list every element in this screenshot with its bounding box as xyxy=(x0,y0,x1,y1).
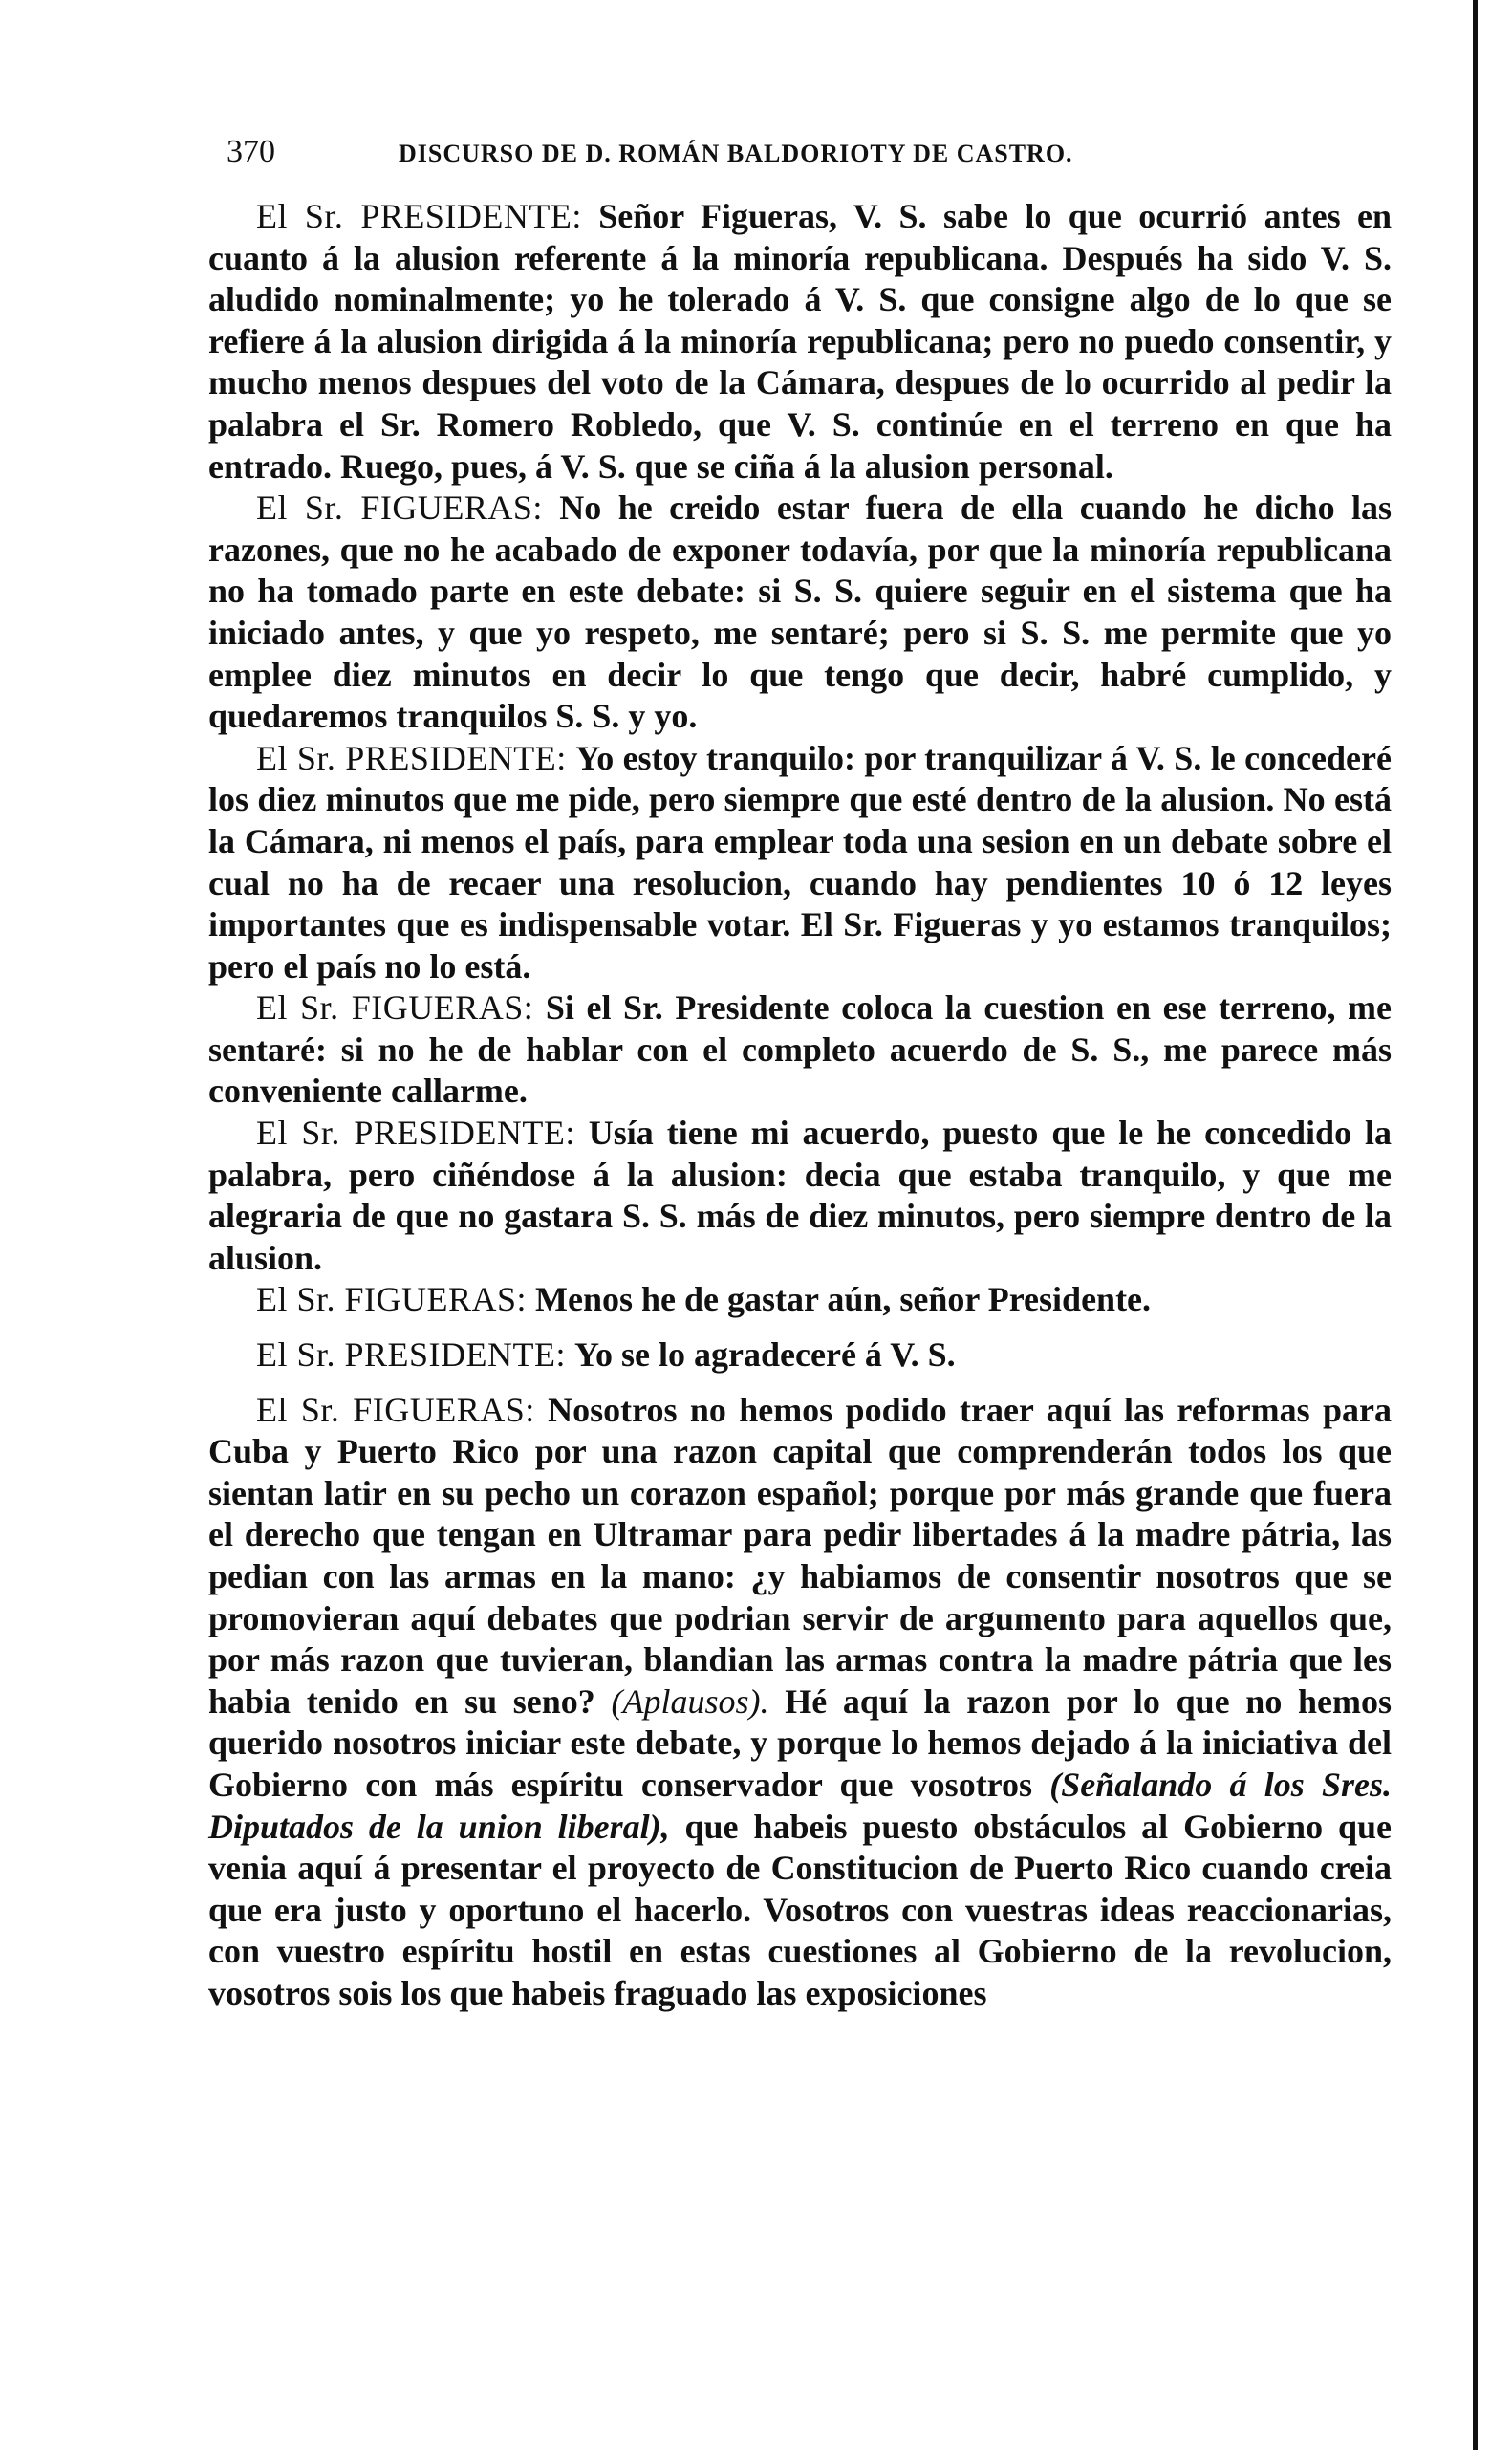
paragraph-text: Yo estoy tranquilo: por tranquilizar á V. S. le concederé los diez minutos que me pide, pero siempre que esté dentro de la alusion. No está la Cámara, ni menos el país, para emplear toda una sesion en un debate sobre el cual no ha de recaer una resolucion, cuando hay pendientes 10 ó 12 leyes importantes que es indispensable votar. El Sr. Figueras y yo estamos tranquilos; pero el país no lo está. xyxy=(208,738,1392,986)
paragraph-text: Usía tiene mi acuerdo, puesto que le he concedido la palabra, pero ciñéndose á la alusion: decia que estaba tranquilo, y que me alegraria de que no gastara S. S. más de diez minutos, pero siempre dentro de la alusion. xyxy=(208,1114,1392,1277)
running-title: DISCURSO DE D. ROMÁN BALDORIOTY DE CASTRO. xyxy=(399,140,1073,167)
speaker-label: El Sr. PRESIDENTE: xyxy=(256,197,582,235)
paragraph-text: Señor Figueras, V. S. sabe lo que ocurrió antes en cuanto á la alusion referente á la minoría republicana. Después ha sido V. S. aludido nominalmente; yo he tolerado á V. S. que consigne algo de lo que se refiere á la alusion dirigida á la minoría republicana; pero no puedo consentir, y mucho menos despues del voto de la Cámara, despues de lo ocurrido al pedir la palabra el Sr. Romero Robledo, que V. S. continúe en el terreno en que ha entrado. Ruego, pues, á V. S. que se ciña á la alusion personal. xyxy=(208,197,1392,486)
paragraph xyxy=(208,1334,1392,1377)
paragraph-text: Si el Sr. Presidente coloca la cuestion en ese terreno, me sentaré: si no he de hablar con el completo acuerdo de S. S., me parece más conveniente callarme. xyxy=(208,988,1393,1111)
paragraph-text: que habeis puesto obstáculos al Gobierno que venia aquí á presentar el proyecto de Constitucion de Puerto Rico cuando creia que era justo y oportuno el hacerlo. Vosotros con vuestras ideas reaccionarias, con vuestro espíritu hostil en estas cuestiones al Gobierno de la revolucion, vosotros sois los que habeis fraguado las exposiciones xyxy=(208,1807,1392,2012)
paragraph-text: No he creido estar fuera de ella cuando he dicho las razones, que no he acabado de exponer todavía, por que la minoría republicana no ha tomado parte en este debate: si S. S. quiere seguir en el sistema que ha iniciado antes, y que yo respeto, me sentaré; pero si S. S. me permite que yo emplee diez minutos en decir lo que tengo que decir, habré cumplido, y quedaremos tranquilos S. S. y yo. xyxy=(208,488,1393,736)
page-edge-rule xyxy=(1473,0,1478,2450)
speaker-label: El Sr. PRESIDENTE: xyxy=(256,1335,567,1375)
speaker-label: El Sr. FIGUERAS: xyxy=(256,488,543,528)
speaker-label: El Sr. FIGUERAS: xyxy=(256,1390,535,1429)
speaker-label: El Sr. PRESIDENTE: xyxy=(256,1114,575,1153)
speaker-label: El Sr. PRESIDENTE: xyxy=(256,738,567,777)
paragraph xyxy=(208,1390,1392,2015)
paragraph xyxy=(208,196,1392,488)
paragraph xyxy=(208,488,1392,738)
paragraph-text: Hé aquí la razon por lo que no hemos querido nosotros iniciar este debate, y porque lo hemos dejado á la iniciativa del Gobierno con más espíritu conservador que vosotros xyxy=(208,1681,1393,1804)
page-number: 370 xyxy=(227,134,275,169)
stage-direction: (Señalando á los Sres. Diputados de la union liberal), xyxy=(208,1765,1393,1846)
paragraph xyxy=(208,738,1392,988)
speaker-label: El Sr. FIGUERAS: xyxy=(256,1280,528,1319)
stage-direction: (Aplausos). xyxy=(611,1681,769,1721)
body-text xyxy=(208,196,1392,2015)
paragraph-text: Nosotros no hemos podido traer aquí las reformas para Cuba y Puerto Rico por una razon capital que comprenderán todos los que sientan latir en su pecho un corazon español; porque por más grande que fuera el derecho que tengan en Ultramar para pedir libertades á la madre pátria, las pedian con las armas en la mano: ¿y habiamos de consentir nosotros que se promovieran aquí debates que podrian servir de argumento para aquellos que, por más razon que tuvieran, blandian las armas contra la madre pátria que les habia tenido en su seno? xyxy=(208,1390,1392,1721)
paragraph-text: Yo se lo agradeceré á V. S. xyxy=(574,1335,956,1375)
paragraph-text: Menos he de gastar aún, señor Presidente. xyxy=(535,1280,1152,1319)
paragraph xyxy=(208,1113,1392,1279)
paragraph xyxy=(208,1279,1392,1321)
speaker-label: El Sr. FIGUERAS: xyxy=(256,988,534,1028)
paragraph xyxy=(208,987,1392,1113)
